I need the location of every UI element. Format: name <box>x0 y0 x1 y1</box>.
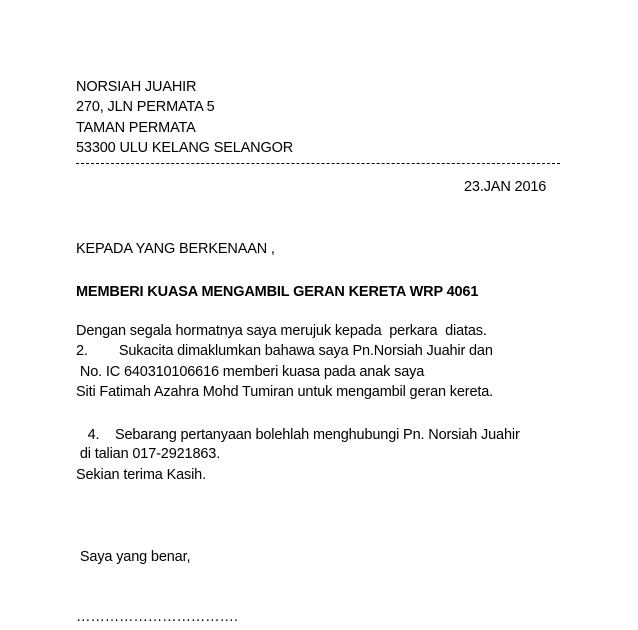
sender-address-line1: 270, JLN PERMATA 5 <box>76 99 215 115</box>
body-paragraph-2-line2: No. IC 640310106616 memberi kuasa pada anak saya <box>76 364 425 380</box>
body-paragraph-1: Dengan segala hormatnya saya merujuk kepada perkara diatas. <box>76 323 487 339</box>
letter-date: 23.JAN 2016 <box>464 179 547 195</box>
body-paragraph-2-line1: 2. Sukacita dimaklumkan bahawa saya Pn.Norsiah Juahir dan <box>76 343 493 359</box>
signoff-text: Saya yang benar, <box>76 549 191 565</box>
salutation: KEPADA YANG BERKENAAN , <box>76 241 275 257</box>
body-paragraph-4-line2: di talian 017-2921863. <box>76 446 221 462</box>
body-paragraph-4-line1: 4. Sebarang pertanyaan bolehlah menghubungi Pn. Norsiah Juahir <box>76 427 520 443</box>
sender-address-line2: TAMAN PERMATA <box>76 120 196 136</box>
sender-name: NORSIAH JUAHIR <box>76 79 197 95</box>
signature-line: ……………………………. <box>76 609 238 625</box>
closing-text: Sekian terima Kasih. <box>76 467 206 483</box>
body-paragraph-2-line3: Siti Fatimah Azahra Mohd Tumiran untuk mengambil geran kereta. <box>76 384 494 400</box>
separator-dashed-line <box>76 163 560 164</box>
sender-address-line3: 53300 ULU KELANG SELANGOR <box>76 140 294 156</box>
letter-subject: MEMBERI KUASA MENGAMBIL GERAN KERETA WRP 4061 <box>76 284 479 300</box>
